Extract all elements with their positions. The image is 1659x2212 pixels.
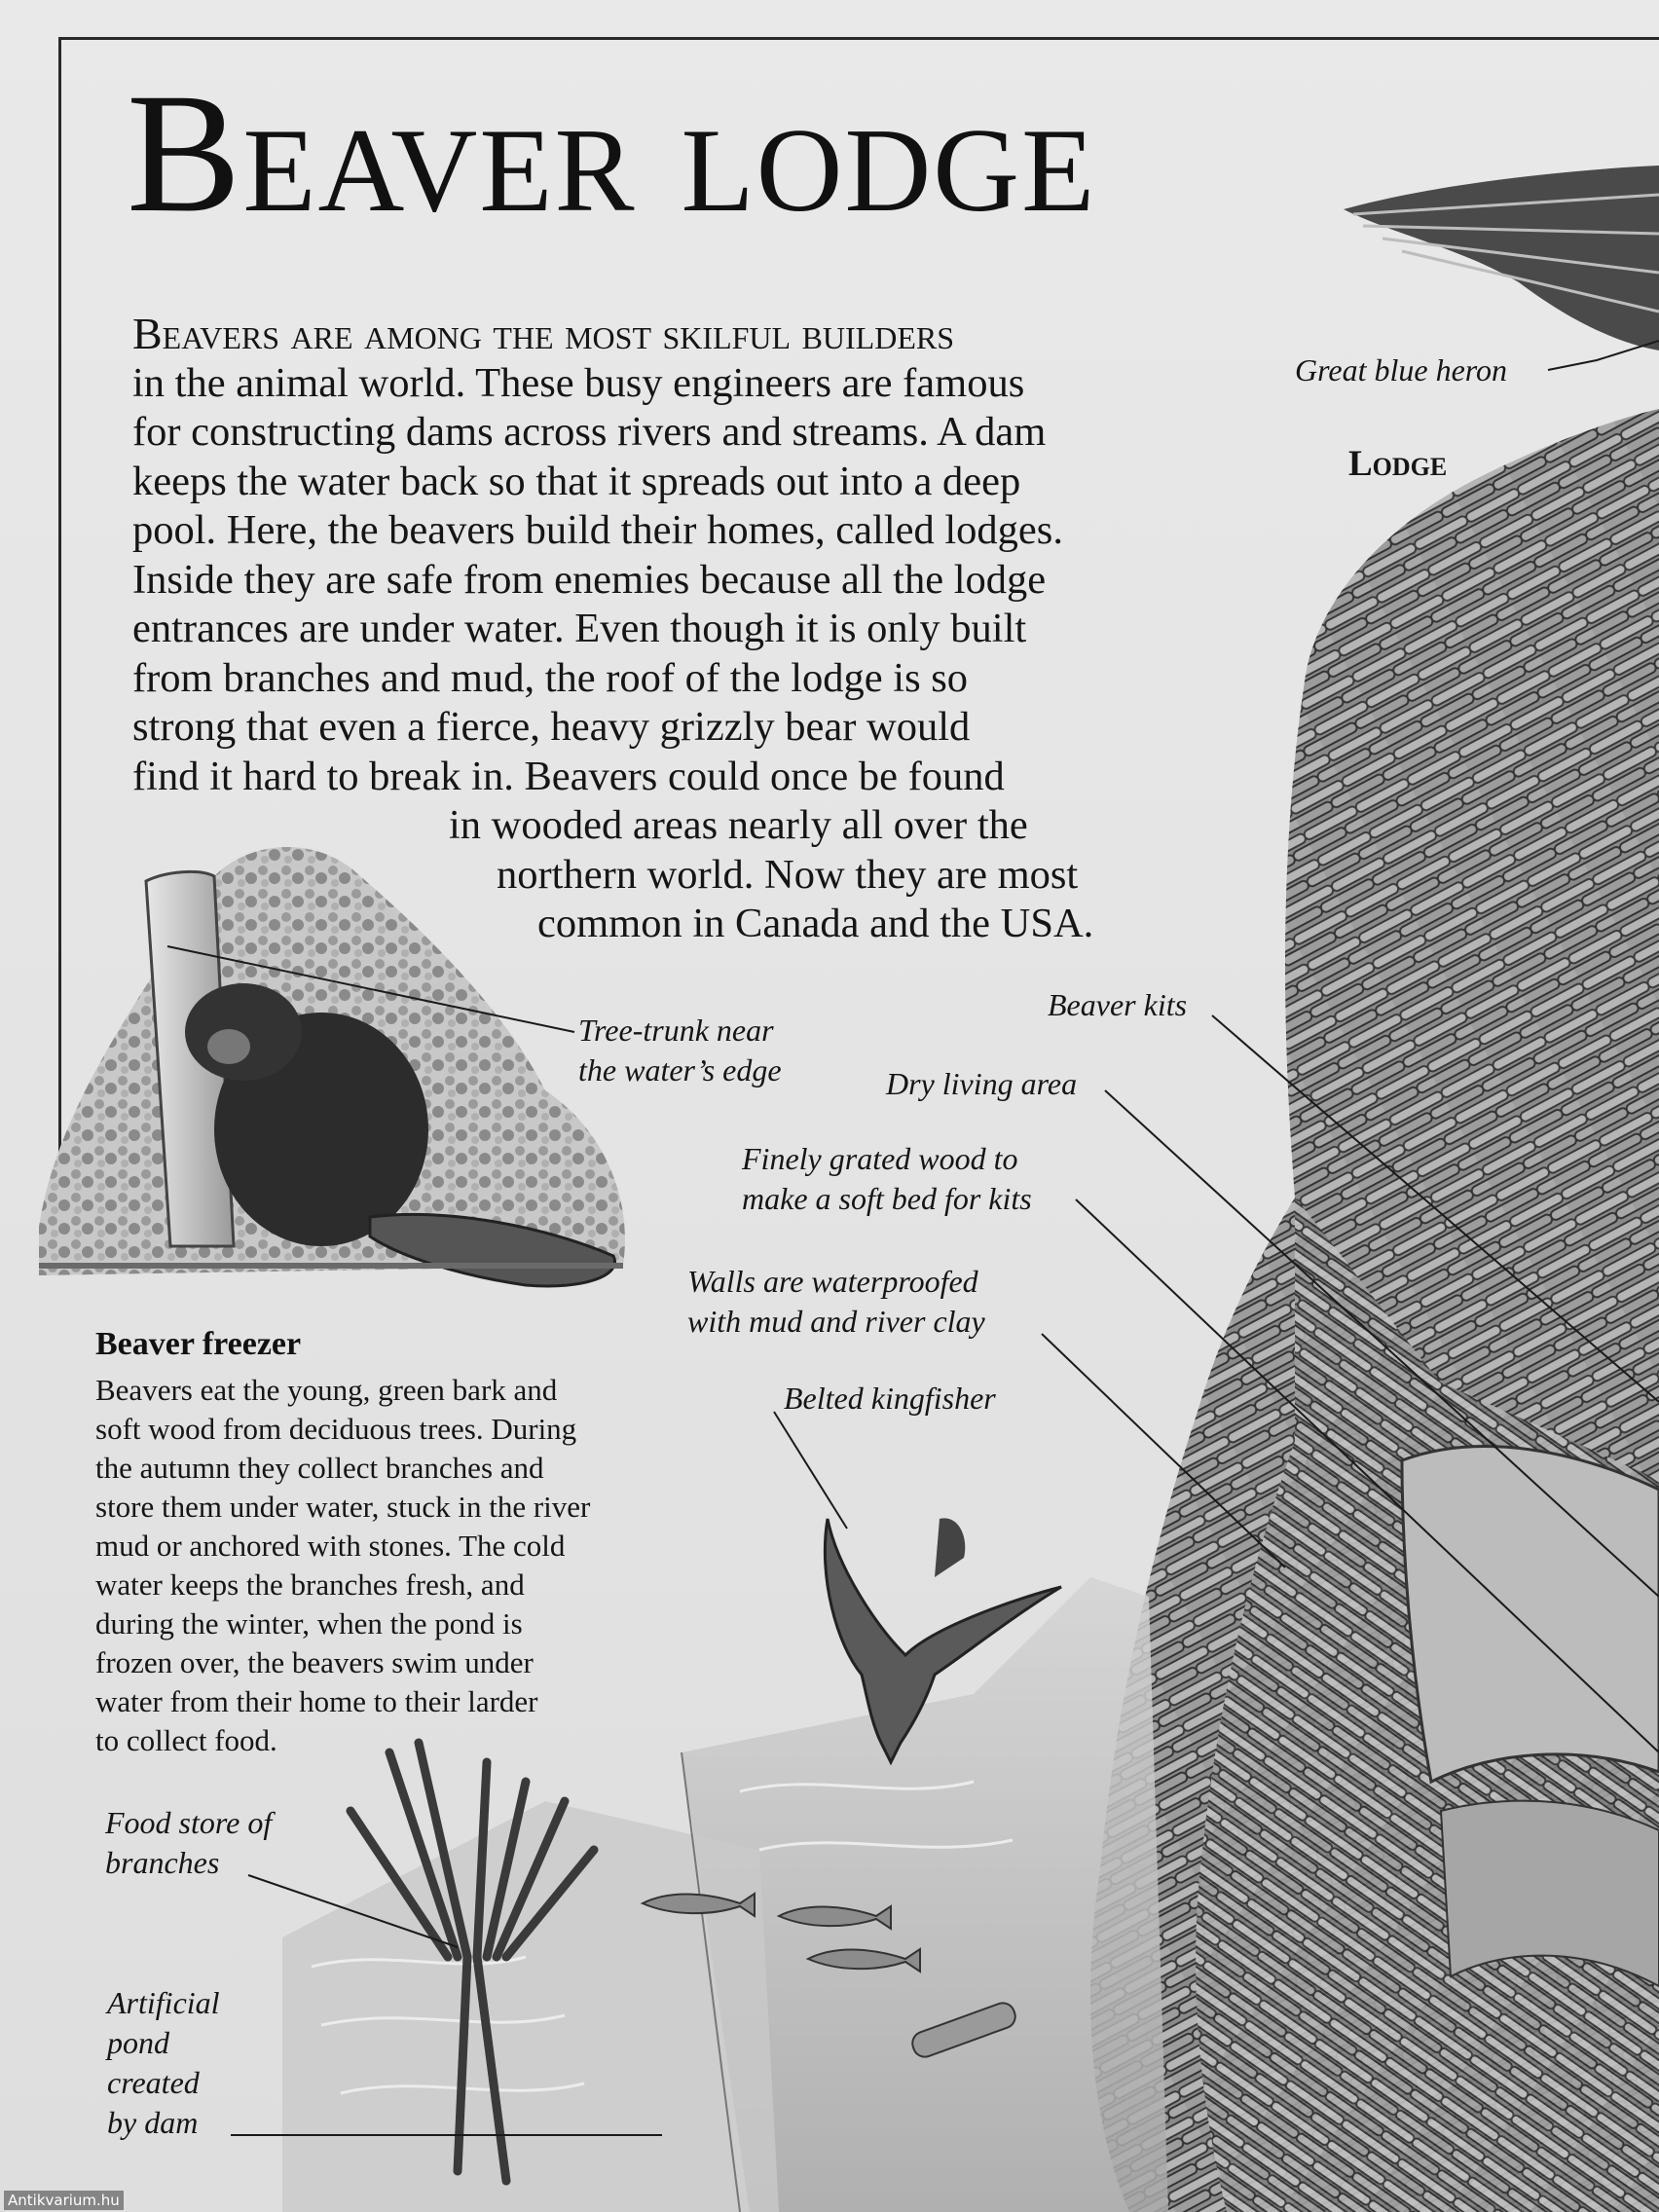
intro-line: in the animal world. These busy engineers are famous <box>132 359 1025 406</box>
label-walls-line: Walls are waterproofed <box>687 1264 978 1299</box>
freezer-line: to collect food. <box>95 1723 277 1757</box>
watermark-text: Antikvarium.hu <box>4 2191 124 2210</box>
freezer-line: during the winter, when the pond is <box>95 1606 523 1641</box>
label-pond-line: pond <box>107 2025 169 2060</box>
intro-line: northern world. Now they are most <box>497 851 1079 898</box>
freezer-line: Beavers eat the young, green bark and <box>95 1373 558 1407</box>
intro-line: find it hard to break in. Beavers could once be found <box>132 753 1005 799</box>
freezer-line: water keeps the branches fresh, and <box>95 1567 525 1602</box>
label-tree-trunk-line: Tree-trunk near <box>578 1013 774 1048</box>
intro-lead: Beavers are among the most skilful builders <box>132 309 955 358</box>
label-tree-trunk-line: the water’s edge <box>578 1052 782 1088</box>
label-pond-line: created <box>107 2065 200 2100</box>
page-title: Beaver lodge <box>127 58 1097 248</box>
freezer-line: soft wood from deciduous trees. During <box>95 1412 577 1446</box>
great-blue-heron-illustration <box>1344 166 1659 350</box>
freezer-line: frozen over, the beavers swim under <box>95 1645 534 1679</box>
intro-line: pool. Here, the beavers build their homes, called lodges. <box>132 507 1063 553</box>
freezer-line: mud or anchored with stones. The cold <box>95 1529 566 1563</box>
label-great-blue-heron: Great blue heron <box>1295 352 1508 387</box>
intro-line: keeps the water back so that it spreads out into a deep <box>132 458 1021 504</box>
intro-line: strong that even a fierce, heavy grizzly bear would <box>132 704 971 750</box>
label-beaver-kits: Beaver kits <box>1048 987 1188 1022</box>
label-food-store-line: branches <box>105 1845 220 1880</box>
lodge-heading: Lodge <box>1348 444 1448 484</box>
label-grated-wood <box>742 1139 1032 1219</box>
beaver-freezer-heading: Beaver freezer <box>95 1326 302 1362</box>
freezer-line: store them under water, stuck in the river <box>95 1490 591 1524</box>
label-belted-kingfisher: Belted kingfisher <box>784 1381 996 1416</box>
label-food-store-line: Food store of <box>105 1805 273 1840</box>
freezer-line: water from their home to their larder <box>95 1684 538 1718</box>
beaver-freezer-text <box>95 1371 719 1760</box>
intro-line: common in Canada and the USA. <box>537 901 1094 946</box>
intro-line: entrances are under water. Even though it is only built <box>132 606 1027 651</box>
intro-line: Inside they are safe from enemies because all the lodge <box>132 556 1047 603</box>
intro-line: in wooded areas nearly all over the <box>449 802 1028 848</box>
freezer-line: the autumn they collect branches and <box>95 1451 544 1485</box>
intro-line: for constructing dams across rivers and streams. A dam <box>132 409 1047 455</box>
label-artificial-pond <box>107 1983 220 2143</box>
label-grated-wood-line: Finely grated wood to <box>742 1141 1018 1176</box>
label-walls-waterproofed <box>687 1262 985 1342</box>
intro-paragraph <box>132 310 1262 949</box>
label-walls-line: with mud and river clay <box>687 1304 985 1339</box>
intro-line: from branches and mud, the roof of the lodge is so <box>132 654 969 701</box>
label-tree-trunk <box>578 1011 782 1090</box>
label-dry-living-area: Dry living area <box>886 1066 1078 1101</box>
label-pond-line: by dam <box>107 2105 199 2140</box>
label-food-store <box>105 1803 272 1883</box>
label-grated-wood-line: make a soft bed for kits <box>742 1181 1032 1216</box>
label-pond-line: Artificial <box>107 1985 220 2020</box>
